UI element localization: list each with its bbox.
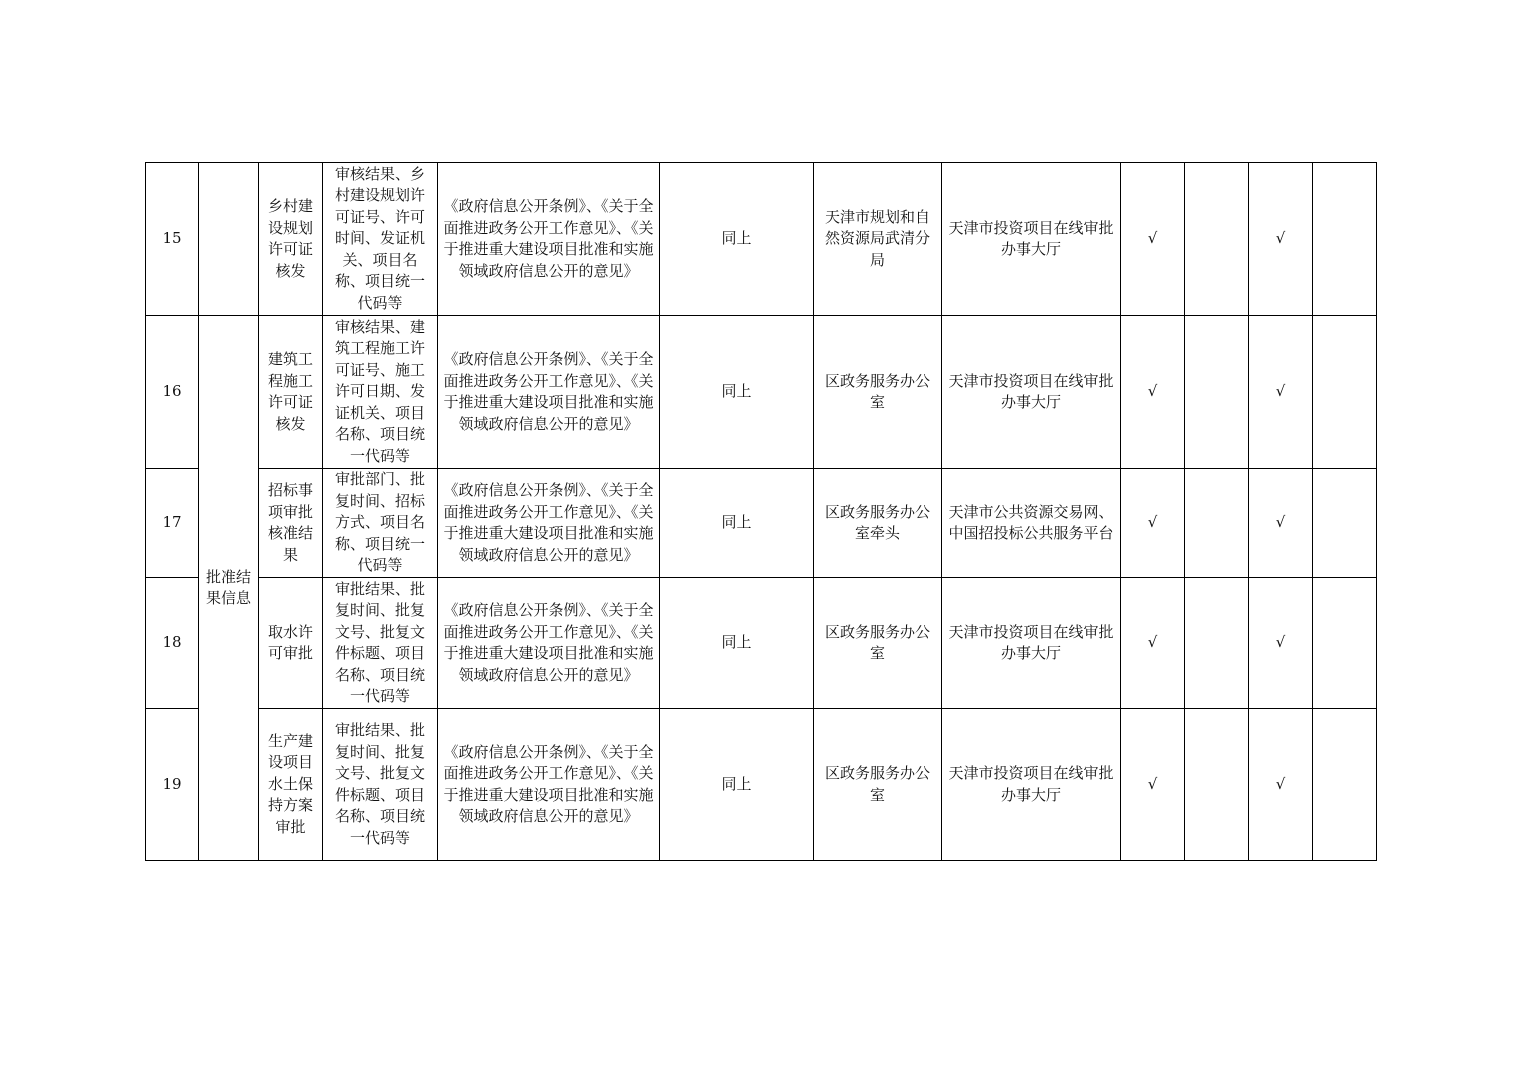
table-row xyxy=(146,709,1377,861)
empty-cell xyxy=(1185,709,1249,861)
disclosure-channel: 天津市投资项目在线审批办事大厅 xyxy=(942,709,1121,861)
item-name: 招标事项审批核准结果 xyxy=(259,469,323,578)
table-row xyxy=(146,578,1377,709)
check-mark: √ xyxy=(1121,316,1185,469)
disclosure-content: 审核结果、乡村建设规划许可证号、许可时间、发证机关、项目名称、项目统一代码等 xyxy=(323,163,438,316)
empty-cell xyxy=(1185,163,1249,316)
row-number: 15 xyxy=(146,163,199,316)
row-number: 19 xyxy=(146,709,199,861)
disclosure-time-limit: 同上 xyxy=(660,578,814,709)
check-mark: √ xyxy=(1249,316,1313,469)
check-mark: √ xyxy=(1249,709,1313,861)
table-row xyxy=(146,163,1377,316)
disclosure-subject: 区政务服务办公室牵头 xyxy=(814,469,942,578)
item-name: 建筑工程施工许可证核发 xyxy=(259,316,323,469)
item-name: 生产建设项目水土保持方案审批 xyxy=(259,709,323,861)
empty-cell xyxy=(1313,316,1377,469)
empty-cell xyxy=(1313,709,1377,861)
disclosure-time-limit: 同上 xyxy=(660,709,814,861)
empty-cell xyxy=(1313,163,1377,316)
empty-cell xyxy=(1185,469,1249,578)
disclosure-time-limit: 同上 xyxy=(660,163,814,316)
empty-cell xyxy=(1185,316,1249,469)
row-number: 17 xyxy=(146,469,199,578)
row-number: 18 xyxy=(146,578,199,709)
empty-cell xyxy=(1185,578,1249,709)
empty-cell xyxy=(1313,578,1377,709)
disclosure-content: 审核结果、建筑工程施工许可证号、施工许可日期、发证机关、项目名称、项目统一代码等 xyxy=(323,316,438,469)
disclosure-channel: 天津市投资项目在线审批办事大厅 xyxy=(942,578,1121,709)
disclosure-channel: 天津市投资项目在线审批办事大厅 xyxy=(942,316,1121,469)
check-mark: √ xyxy=(1121,163,1185,316)
disclosure-channel: 天津市公共资源交易网、中国招投标公共服务平台 xyxy=(942,469,1121,578)
disclosure-subject: 区政务服务办公室 xyxy=(814,316,942,469)
disclosure-time-limit: 同上 xyxy=(660,316,814,469)
empty-cell xyxy=(1313,469,1377,578)
disclosure-basis: 《政府信息公开条例》、《关于全面推进政务公开工作意见》、《关于推进重大建设项目批准和实施领域政府信息公开的意见》 xyxy=(438,469,660,578)
disclosure-content: 审批结果、批复时间、批复文号、批复文件标题、项目名称、项目统一代码等 xyxy=(323,578,438,709)
table-row xyxy=(146,316,1377,469)
disclosure-basis: 《政府信息公开条例》、《关于全面推进政务公开工作意见》、《关于推进重大建设项目批准和实施领域政府信息公开的意见》 xyxy=(438,709,660,861)
disclosure-time-limit: 同上 xyxy=(660,469,814,578)
check-mark: √ xyxy=(1249,578,1313,709)
disclosure-subject: 天津市规划和自然资源局武清分局 xyxy=(814,163,942,316)
disclosure-basis: 《政府信息公开条例》、《关于全面推进政务公开工作意见》、《关于推进重大建设项目批准和实施领域政府信息公开的意见》 xyxy=(438,578,660,709)
check-mark: √ xyxy=(1121,469,1185,578)
category-cell: 批准结果信息 xyxy=(199,316,259,861)
disclosure-basis: 《政府信息公开条例》、《关于全面推进政务公开工作意见》、《关于推进重大建设项目批准和实施领域政府信息公开的意见》 xyxy=(438,316,660,469)
check-mark: √ xyxy=(1121,709,1185,861)
disclosure-subject: 区政务服务办公室 xyxy=(814,709,942,861)
disclosure-channel: 天津市投资项目在线审批办事大厅 xyxy=(942,163,1121,316)
check-mark: √ xyxy=(1121,578,1185,709)
row-number: 16 xyxy=(146,316,199,469)
disclosure-table xyxy=(145,162,1377,861)
category-cell-empty xyxy=(199,163,259,316)
disclosure-content: 审批结果、批复时间、批复文号、批复文件标题、项目名称、项目统一代码等 xyxy=(323,709,438,861)
disclosure-content: 审批部门、批复时间、招标方式、项目名称、项目统一代码等 xyxy=(323,469,438,578)
disclosure-subject: 区政务服务办公室 xyxy=(814,578,942,709)
check-mark: √ xyxy=(1249,163,1313,316)
check-mark: √ xyxy=(1249,469,1313,578)
disclosure-basis: 《政府信息公开条例》、《关于全面推进政务公开工作意见》、《关于推进重大建设项目批准和实施领域政府信息公开的意见》 xyxy=(438,163,660,316)
item-name: 取水许可审批 xyxy=(259,578,323,709)
item-name: 乡村建设规划许可证核发 xyxy=(259,163,323,316)
table-row xyxy=(146,469,1377,578)
